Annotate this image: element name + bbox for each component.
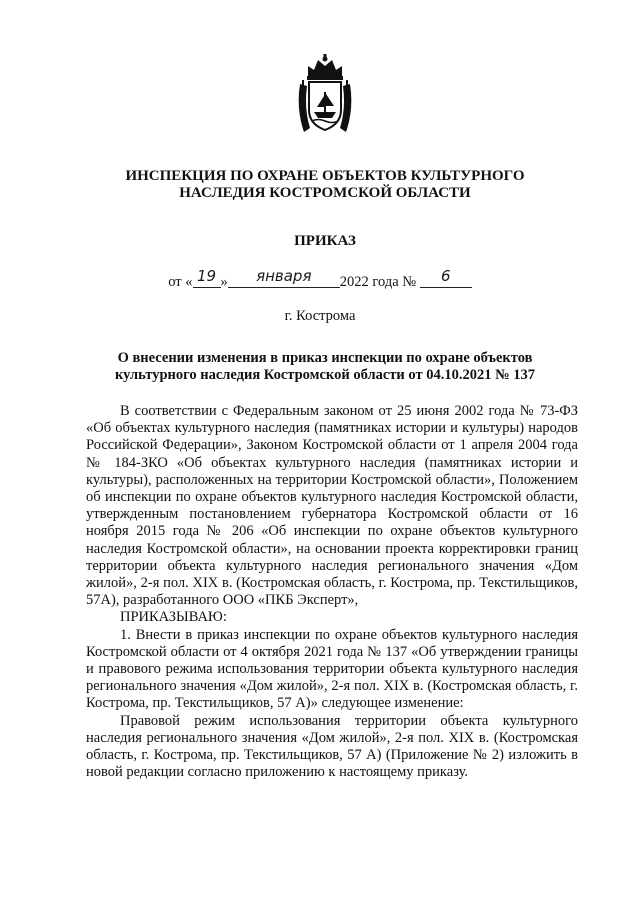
date-mid: »	[220, 274, 228, 290]
body-paragraph-order: ПРИКАЗЫВАЮ:	[120, 609, 227, 626]
month-handwritten: января	[256, 267, 312, 285]
day-field	[193, 267, 221, 288]
subject-line-2: культурного наследия Костромской области от 04.10.2021 № 137	[114, 367, 536, 383]
body-paragraph-regime: Правовой режим использования территории объекта культурного наследия регионального значения «Дом жилой», 2-я пол. XIX в. (Костромская область, г. Кострома, пр. Текстильщиков, 57 А) (Приложение № 2) изложить в новой редакции согласно приложению к настоящему приказу.	[86, 712, 578, 781]
month-field	[228, 267, 340, 288]
year-text: 2022 года №	[339, 274, 417, 290]
subject-line-1: О внесении изменения в приказ инспекции по охране объектов	[117, 350, 533, 366]
body-paragraph-preamble: В соответствии с Федеральным законом от 25 июня 2002 года № 73-ФЗ «Об объектах культурного наследия (памятниках истории и культуры) народов Российской Федерации», Законом Костромской области от 1 апреля 2004 года № 184-ЗКО «Об объектах культурного наследия (памятниках истории и культуры), расположенных на территории Костромской области», Положением об инспекции по охране объектов культурного наследия Костромской области, утвержденным постановлением губернатора Костромской области от 16 ноября 2015 года № 206 «Об инспекции по охране объектов культурного наследия Костромской области», на основании проекта корректировки границ территории объекта культурного наследия регионального значения «Дом жилой», 2-я пол. XIX в. (Костромская область, г. Кострома, пр. Текстильщиков, 57А), разработанного ООО «ПКБ Эксперт»,	[86, 403, 578, 609]
number-field	[420, 267, 472, 288]
organization-name	[80, 168, 570, 202]
document-type: ПРИКАЗ	[294, 233, 356, 249]
city: г. Кострома	[284, 308, 356, 324]
coat-of-arms-icon	[294, 54, 356, 136]
body-text	[86, 403, 578, 781]
subject-heading	[80, 350, 570, 384]
day-handwritten: 19	[196, 267, 217, 285]
number-handwritten: 6	[440, 267, 451, 285]
org-line-2: НАСЛЕДИЯ КОСТРОМСКОЙ ОБЛАСТИ	[179, 185, 471, 201]
date-number-line	[0, 267, 640, 291]
date-prefix: от «	[168, 274, 193, 290]
org-line-1: ИНСПЕКЦИЯ ПО ОХРАНЕ ОБЪЕКТОВ КУЛЬТУРНОГО	[125, 168, 525, 184]
body-paragraph-item-1: 1. Внести в приказ инспекции по охране объектов культурного наследия Костромской области от 4 октября 2021 года № 137 «Об утверждении границы и правового режима использования территории объекта культурного наследия регионального значения «Дом жилой», 2-я пол. XIX в. (Костромская область, г. Кострома, пр. Текстильщиков, 57 А)» следующее изменение:	[86, 626, 578, 712]
